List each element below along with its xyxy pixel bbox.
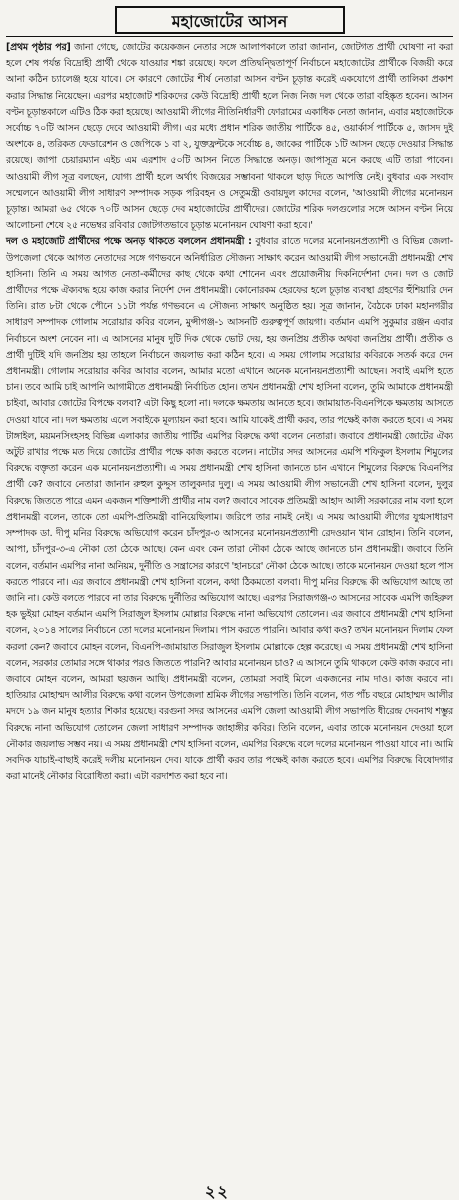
continuation-kicker: [প্রথম পৃষ্ঠার পর] bbox=[6, 42, 71, 53]
paragraph-2-text: বুধবার রাতে দলের মনোনয়নপ্রত্যাশী ও বিভিন্ন জেলা-উপজেলা থেকে আগত নেতাদের সঙ্গে গণভবনে অনির্ধারিত সৌজন্য সাক্ষাৎ করেন আওয়ামী লীগ সভানেত্রী প্রধানমন্ত্রী শেখ হাসিনা। তিনি এ সময় আগত নেতা-কর্মীদের কাছ থেকে কথা শোনেন এবং প্রয়োজনীয় দিকনির্দেশনা দেন। দল ও জোট প্রার্থীদের পক্ষে ঐক্যবদ্ধ হয়ে কাজ করার নির্দেশ দেন প্রধানমন্ত্রী। কোনোরকম হেরফের হলে চূড়ান্ত ব্যবস্থা গ্রহণের হুঁশিয়ারি দেন তিনি। রাত ৮টা থেকে পৌনে ১১টা পর্যন্ত গণভবনে এ সৌজন্য সাক্ষাৎ অনুষ্ঠিত হয়। সূত্র জানান, বৈঠকে ঢাকা মহানগরীর সাধারণ সম্পাদক গোলাম সরোয়ার কবির বলেন, মুন্সীগঞ্জ-১ আসনটি গুরুত্বপূর্ণ জায়গা। বর্তমান এমপি সুকুমার রঞ্জন এবার নির্বাচনে অংশ নেবেন না। এ আসনের মানুষ দুটি দিক থেকে ভোট দেয়, হয় জনপ্রিয় প্রতীক অথবা জনপ্রিয় প্রার্থী। প্রতীক ও প্রার্থী দুটিই যদি জনপ্রিয় হয় তাহলে নির্বাচনে জয়লাভ করা কঠিন হবে। এ সময় গোলাম সরোয়ার কবিরকে সতর্ক করে দেন প্রধানমন্ত্রী। গোলাম সরোয়ার কবির আবার বলেন, আমার মতো এখানে অনেক মনোনয়নপ্রত্যাশী আছেন। সবাই এমপি হতে চান। তবে আমি চাই আপনি আগামীতে প্রধানমন্ত্রী নির্বাচিত হোন। তখন প্রধানমন্ত্রী শেখ হাসিনা বলেন, তুমি আমাকে প্রধানমন্ত্রী চাইবা, আবার জোটের বিপক্ষে বলবা? এটা কিছু হলো না। দলকে ক্ষমতায় আনতে হবে। জামায়াত-বিএনপিকে ক্ষমতায় আসতে দেওয়া যাবে না। দল ক্ষমতায় এলে সবাইকে মূল্যায়ন করা হবে। আমি যাকেই প্রার্থী করব, তার পক্ষেই কাজ করতে হবে। এ সময় টাঙ্গাইল, ময়মনসিংহসহ বিভিন্ন এলাকার জাতীয় পার্টির এমপির বিরুদ্ধে কথা বলেন নেতারা। জবাবে প্রধানমন্ত্রী জোটের ঐক্য অটুট রাখার পক্ষে মত দিয়ে জোটের প্রার্থীর পক্ষে কাজ করতে বলেন। নাটোর সদর আসনের এমপি শফিকুল ইসলাম শিমুলের বিরুদ্ধে বক্তৃতা করেন এক মনোনয়নপ্রত্যাশী। এ সময় প্রধানমন্ত্রী শেখ হাসিনা জানতে চান এখানে শিমুলের বিরুদ্ধে বিএনপির প্রার্থী কে? জবাবে নেতারা জানান রুহুল কুদ্দুস তালুকদার দুলু। এ সময় আওয়ামী লীগ সভানেত্রী শেখ হাসিনা বলেন, দুলুর বিরুদ্ধে জিততে পারে এমন একজন শক্তিশালী প্রার্থীর নাম বল? জবাবে সাবেক প্রতিমন্ত্রী আহাদ আলী সরকারের নাম বলা হলে প্রধানমন্ত্রী বলেন, তাকে তো এমপি-প্রতিমন্ত্রী বানিয়েছিলাম। জরিপে তার নামই নেই। এ সময় আওয়ামী লীগের যুগ্মসাধারণ সম্পাদক ডা. দীপু মনির বিরুদ্ধে অভিযোগ করেন চাঁদপুর-৩ আসনের মনোনয়নপ্রত্যাশী রেদওয়ান খান রোহান। তিনি বলেন, আপা, চাঁদপুর-৩-এ নৌকা তো ঠেকে আছে। কেন এবং কেন তারা নৌকা ঠেকে আছে জানতে চান প্রধানমন্ত্রী। জবাবে তিনি বলেন, বর্তমান এমপির নানা অনিয়ম, দুর্নীতি ও সন্ত্রাসের কারণে 'হানচরে' নৌকা ঠেকে আছে। তাকে মনোনয়ন দেওয়া হলে পাস করতে পারবে না। এর জবাবে প্রধানমন্ত্রী শেখ হাসিনা বলেন, কথা ঠিকমতো বলবা। দীপু মনির বিরুদ্ধে কী অভিযোগ আছে তা জানি না। কেউ বলতে পারবে না তার বিরুদ্ধে দুর্নীতির অভিযোগ আছে। এরপর সিরাজগঞ্জ-৩ আসনের সাবেক এমপি জহিরুল হক ভুইয়া মোহন বর্তমান এমপি সিরাজুল ইসলাম মোল্লার বিরুদ্ধে নানা অভিযোগ তোলেন। এর জবাবে প্রধানমন্ত্রী শেখ হাসিনা বলেন, ২০১৪ সালের নির্বাচনে তো দলের মনোনয়ন দিলাম। পাস করতে পারনি। আবার কথা কও? তখন মনোনয়ন দিলাম ফেল করলা কেন? জবাবে মোহন বলেন, বিএনপি-জামায়াত সিরাজুল ইসলাম মোল্লাকে হেল্প করেছে। এ সময় প্রধানমন্ত্রী শেখ হাসিনা বলেন, সরকার তোমার সঙ্গে থাকার পরও জিততে পারনি? আবার মনোনয়ন চাও? এ আসনে তুমি থাকলে কেউ কাজ করবে না। জবাবে মোহন বলেন, আমরা ছয়জন আছি। প্রধানমন্ত্রী বলেন, তোমরা সবাই মিলে একজনের নাম দাও। কাজ করবে না। হাতিয়ার মোহাম্মদ আলীর বিরুদ্ধে কথা বলেন উপজেলা শ্রমিক লীগের সভাপতি। তিনি বলেন, গত পাঁচ বছরে মোহাম্মদ আলীর মদদে ১৯ জন মানুষ হত্যার শিকার হয়েছে। বরগুনা সদর আসনের এমপি জেলা আওয়ামী লীগ সভাপতি ধীরেন্দ্র দেবনাথ শম্ভুর বিরুদ্ধে নানা অভিযোগ তোলেন জেলা সাধারণ সম্পাদক জাহাঙ্গীর কবির। তিনি বলেন, এবার তাকে মনোনয়ন দেওয়া হলে নৌকার জয়লাভ সম্ভব নয়। এ সময় প্রধানমন্ত্রী শেখ হাসিনা বলেন, এমপির বিরুদ্ধে বলে দলের মনোনয়ন পাওয়া যাবে না। আমি সবদিক যাচাই-বাছাই করেই দলীয় মনোনয়ন দেব। যাকে প্রার্থী করব তার পক্ষেই কাজ করতে হবে। এমপির বিরুদ্ধে বিষোদগার করা মানেই নৌকার বিরোধিতা করা। এটা বরদাশত করা হবে না। bbox=[6, 236, 453, 783]
paragraph-1-text: জানা গেছে, জোটের কয়েকজন নেতার সঙ্গে আলাপকালে তারা জানান, জোটগত প্রার্থী ঘোষণা না করা হলে শেষ পর্যন্ত বিদ্রোহী প্রার্থী থেকে যাওয়ার শঙ্কা রয়েছে। ফলে প্রতিদ্বন্দ্বিতাপূর্ণ নির্বাচনে মহাজোটের প্রার্থীকে বিজয়ী করে আনা কঠিন চ্যালেঞ্জ হয়ে যাবে। সে কারণে জোটের শীর্ষ নেতারা আসন বণ্টন চূড়ান্ত করেই একযোগে প্রার্থী তালিকা প্রকাশ করার সিদ্ধান্ত নিয়েছেন। এরপর মহাজোট শরিকদের কেউ বিদ্রোহী প্রার্থী হলে নিজ নিজ দল থেকে তারা বহিষ্কৃত হবেন। আসন বণ্টন চূড়ান্তকালে এটিও ঠিক করা হয়েছে। আওয়ামী লীগের নীতিনির্ধারণী ফোরামের একাধিক নেতা জানান, এবার মহাজোটকে সর্বোচ্চ ৭০টি আসন ছেড়ে দেবে আওয়ামী লীগ। এর মধ্যে প্রধান শরিক জাতীয় পার্টিকে ৪৫, ওয়ার্কার্স পার্টিকে ৫, জাসদ দুই অংশকে ৪, তরিকত ফেডারেশন ও জেপিকে ১ বা ২, যুক্তফ্রন্টকে সর্বোচ্চ ৪, জাকের পার্টিকে ১টি আসন ছেড়ে দেওয়ার সিদ্ধান্ত রয়েছে। জাপা চেয়ারম্যান এইচ এম এরশাদ ৫০টি আসন নিতে সিদ্ধান্তে অনড়। জাপাসূত্র মনে করছে এটি তারা পাবেন। আওয়ামী লীগ সূত্র বলছেন, যোগ্য প্রার্থী হলে অর্থাৎ বিজয়ের সম্ভাবনা থাকলে ছাড় দিতে আপত্তি নেই। বুধবার এক সংবাদ সম্মেলনে আওয়ামী লীগ সাধারণ সম্পাদক সড়ক পরিবহন ও সেতুমন্ত্রী ওবায়দুল কাদের বলেন, 'আওয়ামী লীগের মনোনয়ন চূড়ান্ত। আমরা ৬৫ থেকে ৭০টি আসন ছেড়ে দেব মহাজোটের প্রার্থীদের। জোটের শরিক দলগুলোর সঙ্গে আসন বণ্টন নিয়ে আলোচনা শেষে ২৫ নভেম্বর রবিবার জোটগতভাবে চূড়ান্ত মনোনয়ন ঘোষণা করা হবে।' bbox=[6, 42, 454, 232]
headline: মহাজোটের আসন bbox=[115, 6, 345, 34]
subheading: দল ও মহাজোট প্রার্থীদের পক্ষে অনড় থাকতে বললেন প্রধানমন্ত্রী : bbox=[6, 236, 252, 248]
page-number: ২২ bbox=[205, 1182, 230, 1200]
paragraph-2 bbox=[6, 234, 453, 785]
headline-divider bbox=[6, 36, 453, 37]
article-body bbox=[6, 40, 453, 785]
paragraph-1 bbox=[6, 40, 453, 234]
